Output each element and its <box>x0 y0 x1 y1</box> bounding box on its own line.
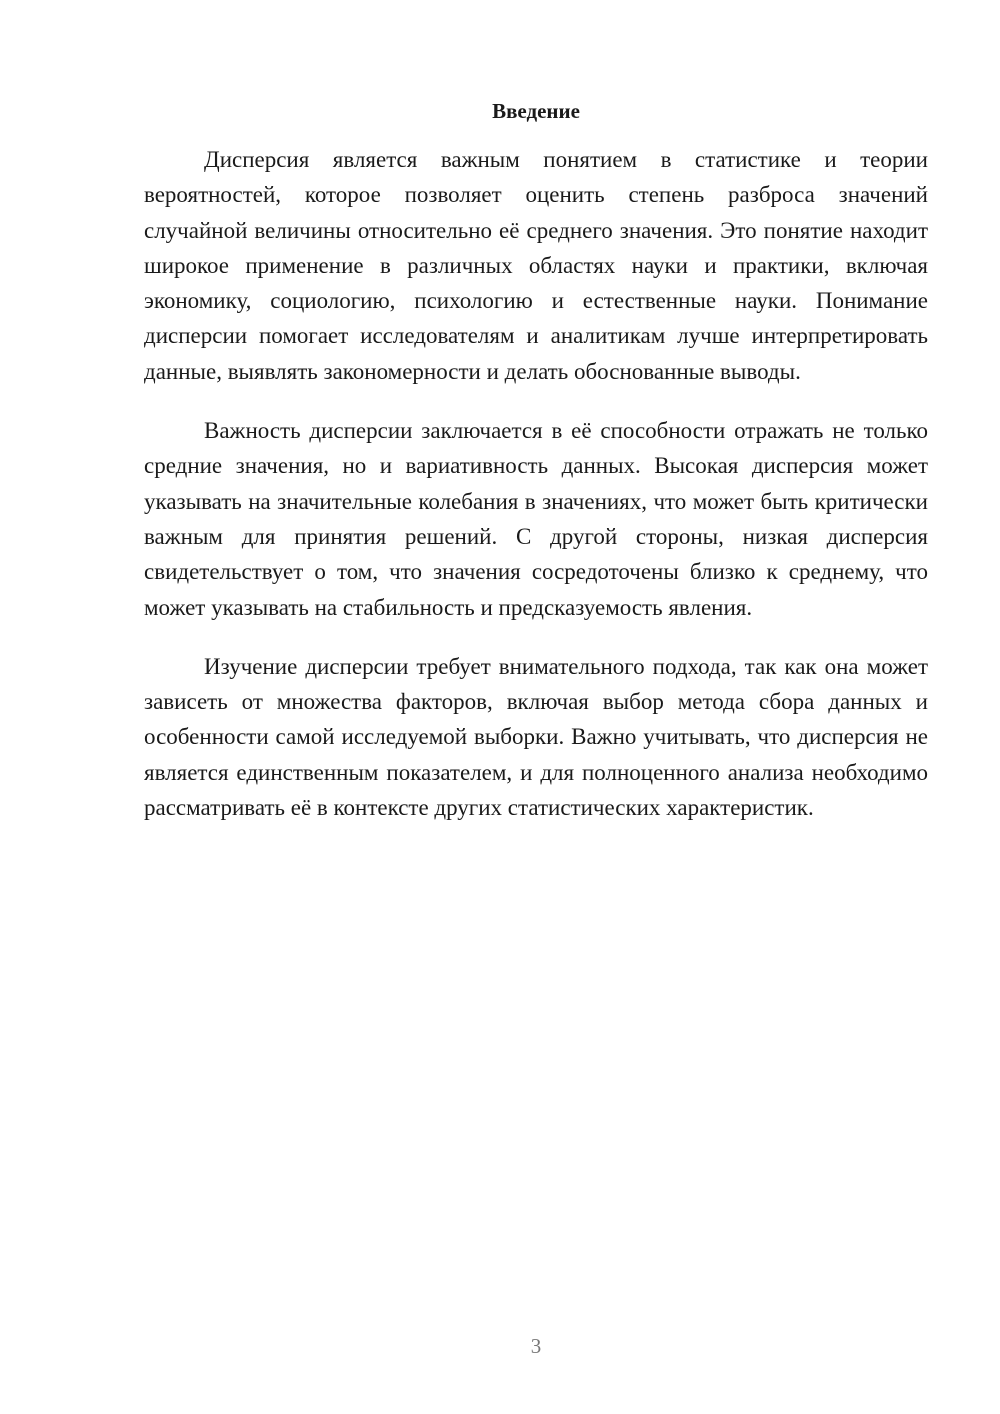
paragraph-3: Изучение дисперсии требует внимательного подхода, так как она может зависеть от множества факторов, включая выбор метода сбора данных и особенности самой исследуемой выборки. Важно учитывать, что дисперсия не является единственным показателем, и для полноценного анализа необходимо рассматривать её в контексте других статистических характеристик. <box>144 653 928 821</box>
body-text <box>144 142 928 849</box>
paragraph-1: Дисперсия является важным понятием в статистике и теории вероятностей, которое позволяет оценить степень разброса значений случайной величины относительно её среднего значения. Это понятие находит широкое применение в различных областях науки и практики, включая экономику, социологию, психологию и естественные науки. Понимание дисперсии помогает исследователям и аналитикам лучше интерпретировать данные, выявлять закономерности и делать обоснованные выводы. <box>144 147 928 384</box>
page-number: 3 <box>530 1334 542 1358</box>
paragraph-2: Важность дисперсии заключается в её способности отражать не только средние значения, но и вариативность данных. Высокая дисперсия может указывать на значительные колебания в значениях, что может быть критически важным для принятия решений. С другой стороны, низкая дисперсия свидетельствует о том, что значения сосредоточены близко к среднему, что может указывать на стабильность и предсказуемость явления. <box>144 418 928 620</box>
section-heading: Введение <box>492 99 580 123</box>
